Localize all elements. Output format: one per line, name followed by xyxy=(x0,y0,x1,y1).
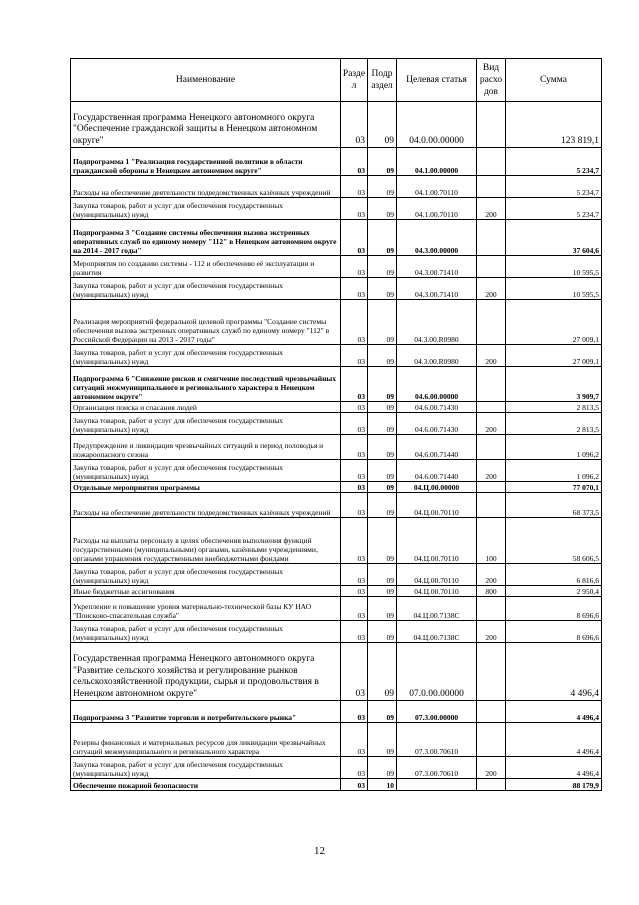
header-podrazdel: Подр аздел xyxy=(368,59,397,102)
table-row xyxy=(71,621,602,643)
cell-name: Закупка товаров, работ и услуг для обеспечения государственных (муниципальных) нужд xyxy=(71,621,341,643)
cell-target: 04.3.00.R0980 xyxy=(397,345,477,367)
table-body xyxy=(71,102,602,791)
table-header-row xyxy=(71,59,602,102)
cell-razdel: 03 xyxy=(341,148,368,176)
cell-vid xyxy=(477,493,506,518)
cell-podrazdel: 09 xyxy=(368,757,397,779)
budget-table xyxy=(70,58,602,791)
cell-vid xyxy=(477,102,506,148)
cell-name: Предупреждение и ликвидация чрезвычайных ситуаций в период половодья и пожароопасного сезона xyxy=(71,435,341,460)
cell-name: Закупка товаров, работ и услуг для обеспечения государственных (муниципальных) нужд xyxy=(71,278,341,300)
table-row xyxy=(71,102,602,148)
cell-podrazdel: 09 xyxy=(368,300,397,345)
cell-sum: 5 234,7 xyxy=(506,198,602,220)
table-row xyxy=(71,176,602,198)
table-row xyxy=(71,518,602,564)
cell-sum: 6 816,6 xyxy=(506,564,602,586)
cell-sum: 8 696,6 xyxy=(506,597,602,621)
table-row xyxy=(71,220,602,256)
cell-podrazdel: 09 xyxy=(368,723,397,757)
cell-vid: 200 xyxy=(477,198,506,220)
table-row xyxy=(71,482,602,493)
table-row xyxy=(71,643,602,701)
cell-sum: 37 604,6 xyxy=(506,220,602,256)
cell-target: 04.Ц.00.00000 xyxy=(397,482,477,493)
cell-sum: 77 070,1 xyxy=(506,482,602,493)
cell-target xyxy=(397,779,477,791)
cell-target: 04.3.00.71410 xyxy=(397,278,477,300)
cell-vid xyxy=(477,176,506,198)
cell-razdel: 03 xyxy=(341,220,368,256)
cell-podrazdel: 09 xyxy=(368,220,397,256)
cell-podrazdel: 09 xyxy=(368,367,397,402)
cell-name: Закупка товаров, работ и услуг для обеспечения государственных (муниципальных) нужд xyxy=(71,198,341,220)
table-row xyxy=(71,493,602,518)
cell-name: Резервы финансовых и материальных ресурсов для ликвидации чрезвычайных ситуаций межмуниципального и регионального характера xyxy=(71,723,341,757)
cell-razdel: 03 xyxy=(341,402,368,413)
cell-podrazdel: 09 xyxy=(368,701,397,723)
table-row xyxy=(71,345,602,367)
cell-vid xyxy=(477,701,506,723)
table-row xyxy=(71,597,602,621)
cell-target: 07.3.00.00000 xyxy=(397,701,477,723)
cell-vid: 200 xyxy=(477,621,506,643)
cell-vid: 200 xyxy=(477,278,506,300)
cell-vid: 200 xyxy=(477,413,506,435)
cell-podrazdel: 09 xyxy=(368,278,397,300)
cell-name: Иные бюджетные ассигнования xyxy=(71,586,341,597)
table-row xyxy=(71,367,602,402)
cell-sum: 10 595,5 xyxy=(506,278,602,300)
cell-name: Подпрограмма 3 "Развитие торговли и потребительского рынка" xyxy=(71,701,341,723)
cell-name: Организация поиска и спасания людей xyxy=(71,402,341,413)
cell-vid: 200 xyxy=(477,564,506,586)
cell-vid xyxy=(477,723,506,757)
cell-sum: 68 373,5 xyxy=(506,493,602,518)
cell-sum: 1 096,2 xyxy=(506,460,602,482)
cell-name: Подпрограмма 6 "Снижение рисков и смягчение последствий чрезвычайных ситуаций межмуниципального и регионального характера в Ненецком автономном округе" xyxy=(71,367,341,402)
cell-vid: 800 xyxy=(477,586,506,597)
page-number: 12 xyxy=(314,845,325,857)
table-row xyxy=(71,435,602,460)
cell-target: 07.3.00.70610 xyxy=(397,723,477,757)
cell-vid xyxy=(477,643,506,701)
cell-target: 04.6.00.71440 xyxy=(397,435,477,460)
cell-sum: 2 813,5 xyxy=(506,413,602,435)
cell-razdel: 03 xyxy=(341,460,368,482)
cell-podrazdel: 09 xyxy=(368,564,397,586)
cell-razdel: 03 xyxy=(341,435,368,460)
table-row xyxy=(71,198,602,220)
table-row xyxy=(71,586,602,597)
cell-vid xyxy=(477,300,506,345)
cell-target: 04.Ц.00.70110 xyxy=(397,518,477,564)
cell-target: 04.3.00.R0980 xyxy=(397,300,477,345)
table-row xyxy=(71,701,602,723)
cell-podrazdel: 09 xyxy=(368,435,397,460)
cell-razdel: 03 xyxy=(341,102,368,148)
cell-podrazdel: 09 xyxy=(368,597,397,621)
cell-name: Государственная программа Ненецкого автономного округа "Обеспечение гражданской защиты в Ненецком автономном округе" xyxy=(71,102,341,148)
cell-target: 04.Ц.00.70110 xyxy=(397,564,477,586)
cell-razdel: 03 xyxy=(341,413,368,435)
cell-name: Закупка товаров, работ и услуг для обеспечения государственных (муниципальных) нужд xyxy=(71,757,341,779)
cell-vid: 200 xyxy=(477,345,506,367)
cell-razdel: 03 xyxy=(341,621,368,643)
cell-razdel: 03 xyxy=(341,701,368,723)
cell-podrazdel: 09 xyxy=(368,413,397,435)
cell-target: 04.6.00.71440 xyxy=(397,460,477,482)
cell-vid xyxy=(477,256,506,278)
cell-target: 04.Ц.00.70110 xyxy=(397,586,477,597)
cell-vid xyxy=(477,597,506,621)
cell-sum: 5 234,7 xyxy=(506,176,602,198)
table-row xyxy=(71,148,602,176)
cell-razdel: 03 xyxy=(341,256,368,278)
cell-name: Расходы на обеспечение деятельности подведомственных казённых учреждений xyxy=(71,176,341,198)
cell-name: Расходы на обеспечение деятельности подведомственных казённых учреждений xyxy=(71,493,341,518)
cell-sum: 10 595,5 xyxy=(506,256,602,278)
cell-vid xyxy=(477,220,506,256)
header-target: Целевая статья xyxy=(397,59,477,102)
table-row xyxy=(71,300,602,345)
cell-razdel: 03 xyxy=(341,779,368,791)
cell-sum: 88 179,9 xyxy=(506,779,602,791)
cell-podrazdel: 09 xyxy=(368,102,397,148)
cell-razdel: 03 xyxy=(341,176,368,198)
header-name: Наименование xyxy=(71,59,341,102)
table-row xyxy=(71,779,602,791)
cell-name: Подпрограмма 3 "Создание системы обеспечения вызова экстренных оперативных служб по единому номеру "112" в Ненецком автономном округе на 2014 - 2017 годы" xyxy=(71,220,341,256)
cell-target: 04.3.00.00000 xyxy=(397,220,477,256)
cell-target: 04.3.00.71410 xyxy=(397,256,477,278)
cell-razdel: 03 xyxy=(341,345,368,367)
cell-vid xyxy=(477,367,506,402)
cell-vid xyxy=(477,482,506,493)
cell-razdel: 03 xyxy=(341,198,368,220)
cell-name: Закупка товаров, работ и услуг для обеспечения государственных (муниципальных) нужд xyxy=(71,460,341,482)
cell-name: Подпрограмма 1 "Реализация государственной политики в области гражданской обороны в Ненецком автономном округе" xyxy=(71,148,341,176)
cell-target: 04.0.00.00000 xyxy=(397,102,477,148)
cell-razdel: 03 xyxy=(341,493,368,518)
cell-vid xyxy=(477,148,506,176)
header-razdel: Разде л xyxy=(341,59,368,102)
cell-podrazdel: 10 xyxy=(368,779,397,791)
header-sum: Сумма xyxy=(506,59,602,102)
table-row xyxy=(71,757,602,779)
cell-sum: 27 009,1 xyxy=(506,345,602,367)
table-row xyxy=(71,402,602,413)
cell-target: 04.Ц.00.70110 xyxy=(397,493,477,518)
cell-podrazdel: 09 xyxy=(368,586,397,597)
cell-sum: 4 496,4 xyxy=(506,723,602,757)
cell-razdel: 03 xyxy=(341,757,368,779)
cell-razdel: 03 xyxy=(341,367,368,402)
cell-podrazdel: 09 xyxy=(368,518,397,564)
cell-razdel: 03 xyxy=(341,564,368,586)
cell-razdel: 03 xyxy=(341,300,368,345)
cell-vid xyxy=(477,402,506,413)
cell-podrazdel: 09 xyxy=(368,460,397,482)
cell-vid xyxy=(477,435,506,460)
cell-razdel: 03 xyxy=(341,597,368,621)
cell-name: Отдельные мероприятия программы xyxy=(71,482,341,493)
table-row xyxy=(71,723,602,757)
cell-vid: 100 xyxy=(477,518,506,564)
cell-podrazdel: 09 xyxy=(368,643,397,701)
cell-razdel: 03 xyxy=(341,278,368,300)
cell-podrazdel: 09 xyxy=(368,148,397,176)
cell-podrazdel: 09 xyxy=(368,402,397,413)
cell-target: 04.Ц.00.7138С xyxy=(397,621,477,643)
cell-name: Укрепление и повышение уровня материально-технической базы КУ НАО "Поисково-спасательная служба" xyxy=(71,597,341,621)
cell-name: Закупка товаров, работ и услуг для обеспечения государственных (муниципальных) нужд xyxy=(71,564,341,586)
cell-sum: 4 496,4 xyxy=(506,701,602,723)
cell-podrazdel: 09 xyxy=(368,345,397,367)
cell-name: Расходы на выплаты персоналу в целях обеспечения выполнения функций государственными (муниципальными) органами, казёнными учреждениями, органами управления государственными внебюджетными фондами xyxy=(71,518,341,564)
cell-sum: 58 606,5 xyxy=(506,518,602,564)
cell-target: 07.0.00.00000 xyxy=(397,643,477,701)
cell-target: 04.1.00.70110 xyxy=(397,198,477,220)
table-row xyxy=(71,460,602,482)
cell-sum: 4 496,4 xyxy=(506,643,602,701)
cell-name: Реализация мероприятий федеральной целевой программы "Создание системы обеспечения вызова экстренных оперативных служб по единому номеру "112" в Российской Федерации на 2013 - 2017 годы" xyxy=(71,300,341,345)
cell-razdel: 03 xyxy=(341,643,368,701)
cell-name: Обеспечение пожарной безопасности xyxy=(71,779,341,791)
cell-name: Государственная программа Ненецкого автономного округа "Развитие сельского хозяйства и регулирование рынков сельскохозяйственной продукции, сырья и продовольствия в Ненецком автономном округе" xyxy=(71,643,341,701)
cell-podrazdel: 09 xyxy=(368,176,397,198)
table-row xyxy=(71,278,602,300)
cell-podrazdel: 09 xyxy=(368,256,397,278)
cell-name: Закупка товаров, работ и услуг для обеспечения государственных (муниципальных) нужд xyxy=(71,345,341,367)
cell-target: 04.Ц.00.7138С xyxy=(397,597,477,621)
cell-target: 04.1.00.70110 xyxy=(397,176,477,198)
cell-sum: 2 950,4 xyxy=(506,586,602,597)
cell-razdel: 03 xyxy=(341,723,368,757)
header-vid: Вид расхо дов xyxy=(477,59,506,102)
table-row xyxy=(71,564,602,586)
cell-target: 04.1.00.00000 xyxy=(397,148,477,176)
cell-name: Закупка товаров, работ и услуг для обеспечения государственных (муниципальных) нужд xyxy=(71,413,341,435)
cell-vid xyxy=(477,779,506,791)
cell-razdel: 03 xyxy=(341,518,368,564)
cell-name: Мероприятия по созданию системы - 112 и обеспечению её эксплуатации и развития xyxy=(71,256,341,278)
table-row xyxy=(71,413,602,435)
cell-sum: 5 234,7 xyxy=(506,148,602,176)
cell-target: 04.6.00.00000 xyxy=(397,367,477,402)
cell-podrazdel: 09 xyxy=(368,198,397,220)
cell-target: 07.3.00.70610 xyxy=(397,757,477,779)
cell-sum: 27 009,1 xyxy=(506,300,602,345)
cell-target: 04.6.00.71430 xyxy=(397,413,477,435)
cell-vid: 200 xyxy=(477,460,506,482)
cell-sum: 8 696,6 xyxy=(506,621,602,643)
cell-podrazdel: 09 xyxy=(368,493,397,518)
table-row xyxy=(71,256,602,278)
cell-sum: 2 813,5 xyxy=(506,402,602,413)
cell-sum: 1 096,2 xyxy=(506,435,602,460)
cell-target: 04.6.00.71430 xyxy=(397,402,477,413)
cell-razdel: 03 xyxy=(341,586,368,597)
cell-razdel: 03 xyxy=(341,482,368,493)
cell-podrazdel: 09 xyxy=(368,482,397,493)
cell-sum: 3 909,7 xyxy=(506,367,602,402)
cell-podrazdel: 09 xyxy=(368,621,397,643)
cell-vid: 200 xyxy=(477,757,506,779)
cell-sum: 123 819,1 xyxy=(506,102,602,148)
cell-sum: 4 496,4 xyxy=(506,757,602,779)
